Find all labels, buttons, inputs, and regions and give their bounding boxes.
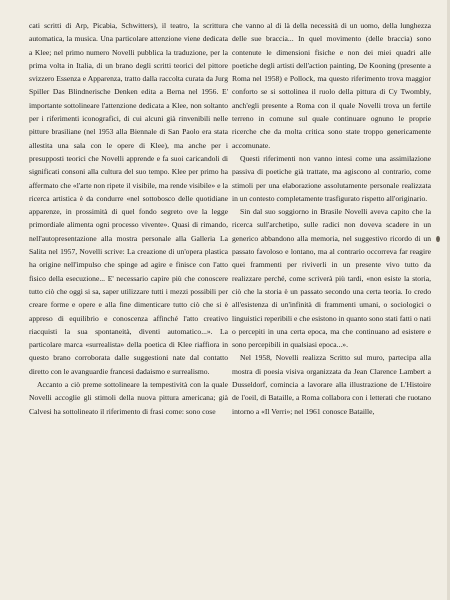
paragraph: cati scritti di Arp, Picabia, Schwitters), il teatro, la scrittura automatica, la musica. Una particolare attenzione viene dedicata a Klee; nel primo numero Novelli pubblica la traduzione, per la prima volta in Italia, di un brano degli scritti teorici del pittore svizzero Essenza e Apparenza, tratto dalla raccolta curata da Jurg Spiller Das Blindnerische Denken edita a Berna nel 1956. E' importante sottolineare l'attenzione dedicata a Klee, non soltanto per i riferimenti iconografici, di cui alcuni già rinvenibili nelle pitture brasiliane (nel 1953 alla Biennale di San Paolo era stata allestita una sala con le opere di Klee), ma anche per i presupposti teorici che Novelli apprende e fa suoi caricandoli di significati consoni alla cultura del suo tempo. Klee per primo ha affermato che «l'arte non ripete il visibile, ma rende visibile» e la ricerca artistica è da condurre «nel sottobosco delle quotidiane apparenze, in prossimità di quel fondo segreto ove la legge primordiale alimenta ogni processo vivente». Quasi di rimando, nell'autopresentazione alla mostra personale alla Galleria La Salita nel 1957, Novelli scrive: La creazione di un'opera plastica ha origine nell'impulso che spinge ad agire e finisce con l'atto fisico della esecuzione... E' necessario capire più che conoscere tutto ciò che oggi si sa, saper utilizzare tutti i mezzi possibili per creare forme e opere e alla fine dimenticare tutto ciò che si è appreso di equilibrio e conoscenza affinché l'atto creativo riacquisti la sua spontaneità, diventi automatico...». La particolare marca «surrealista» della poetica di Klee riaffiora in questo brano corroborata dalle suggestioni nate dal contatto diretto con le avanguardie francesi dadaismo e surrealismo. (29, 21, 228, 376)
paragraph: Nel 1958, Novelli realizza Scritto sul muro, partecipa alla mostra di poesia visiva organizzata da Jean Clarence Lambert a Dusseldorf, comincia a lavorare alla illustrazione de L'Histoire de l'oeil, di Bataille, a Roma collabora con i letterati che ruotano intorno a «Il Verri»; nel 1961 conosce Bataille, (232, 353, 431, 416)
paragraph: Questi riferimenti non vanno intesi come una assimilazione passiva di poetiche già trattate, ma agiscono al contrario, come stimoli per una elaborazione assolutamente personale realizzata in un contesto completamente trasfigurato rispetto all'originario. (232, 153, 431, 203)
right-text-column (232, 19, 431, 418)
paper-spot (436, 236, 440, 242)
paragraph: Sin dal suo soggiorno in Brasile Novelli aveva capito che la ricerca sull'archetipo, sulle radici non doveva scadere in un generico abbandono alla memoria, nel suggestivo ricordo di un passato favoloso e lontano, ma al contrario occorreva far reagire quei frammenti per riviverli in un presente vivo tutto da realizzare perché, come scriverà più tardi, «non esiste la storia, ciò che la storia è un passato secondo una certa teoria. Io credo all'esistenza di un'infinità di frammenti umani, o sociologici o linguistici reperibili e che esistono in quanto sono stati fatti o nati o percepiti in una certa epoca, ma che continuano ad esistere e sono percepibili in qualsiasi epoca...». (232, 207, 431, 350)
paragraph: Accanto a ciò preme sottolineare la tempestività con la quale Novelli accoglie gli stimoli della nuova pittura americana; già Calvesi ha sottolineato il riferimento di frasi come: sono cose (29, 380, 228, 416)
paragraph: che vanno al di là della necessità di un uomo, della lunghezza delle sue braccia... In quel movimento (delle braccia) sono contenute le dimensioni fisiche e non dei miei quadri alle poetiche degli artisti dell'action painting, De Kooning (presente a Roma nel 1958) e Pollock, ma questo riferimento trova maggior conforto se si sottolinea il ruolo della pittura di Cy Twombly, anch'egli presente a Roma con il quale Novelli trova un fertile terreno in comune sul quale continuare ognuno le proprie ricerche che da molta critica sono state troppo genericamente accomunate. (232, 21, 431, 150)
left-text-column (29, 19, 228, 418)
